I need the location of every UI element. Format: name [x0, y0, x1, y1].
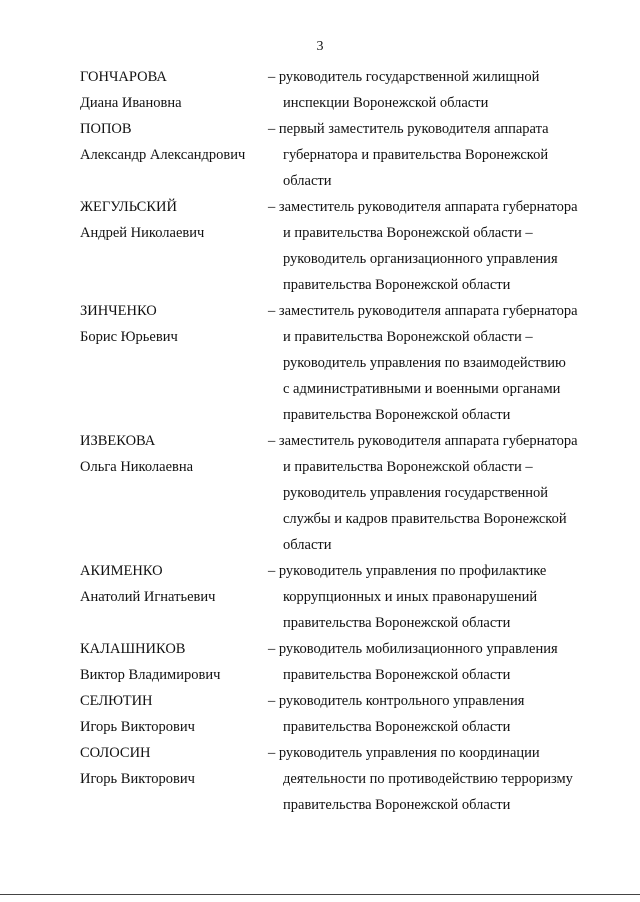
list-entry: [80, 298, 620, 428]
list-entry: [80, 558, 620, 636]
position-description: [268, 194, 620, 298]
position-line: – заместитель руководителя аппарата губернатора: [268, 433, 578, 449]
position-line: руководитель управления государственной: [283, 485, 549, 501]
position-line: коррупционных и иных правонарушений: [283, 589, 538, 605]
position-description: [268, 298, 620, 428]
list-entry: [80, 428, 620, 558]
position-line: и правительства Воронежской области –: [283, 459, 533, 475]
list-entry: [80, 194, 620, 298]
person-name-block: [80, 558, 268, 610]
person-surname: ЖЕГУЛЬСКИЙ: [80, 199, 177, 215]
position-description: [268, 740, 620, 818]
person-given-names: Игорь Викторович: [80, 719, 195, 735]
person-given-names: Андрей Николаевич: [80, 225, 205, 241]
person-surname: ЗИНЧЕНКО: [80, 303, 157, 319]
person-surname: ПОПОВ: [80, 121, 132, 137]
position-line: – руководитель мобилизационного управления: [268, 641, 558, 657]
person-given-names: Ольга Николаевна: [80, 459, 194, 475]
position-line: правительства Воронежской области: [283, 797, 511, 813]
position-line: и правительства Воронежской области –: [283, 329, 533, 345]
list-entry: [80, 64, 620, 116]
position-line: – руководитель государственной жилищной: [268, 69, 540, 85]
person-given-names: Борис Юрьевич: [80, 329, 178, 345]
position-description: [268, 688, 620, 740]
position-line: правительства Воронежской области: [283, 277, 511, 293]
list-entry: [80, 740, 620, 818]
person-surname: АКИМЕНКО: [80, 563, 163, 579]
person-surname: КАЛАШНИКОВ: [80, 641, 186, 657]
position-line: – руководитель контрольного управления: [268, 693, 525, 709]
position-line: – заместитель руководителя аппарата губернатора: [268, 303, 578, 319]
position-line: правительства Воронежской области: [283, 615, 511, 631]
person-surname: ГОНЧАРОВА: [80, 69, 167, 85]
person-name-block: [80, 116, 268, 168]
person-given-names: Анатолий Игнатьевич: [80, 589, 216, 605]
position-description: [268, 428, 620, 558]
person-surname: ИЗВЕКОВА: [80, 433, 156, 449]
position-line: с административными и военными органами: [283, 381, 561, 397]
person-given-names: Александр Александрович: [80, 147, 246, 163]
position-line: службы и кадров правительства Воронежской: [283, 511, 567, 527]
person-given-names: Диана Ивановна: [80, 95, 182, 111]
position-line: правительства Воронежской области: [283, 407, 511, 423]
position-line: правительства Воронежской области: [283, 667, 511, 683]
position-line: области: [283, 537, 332, 553]
position-line: – руководитель управления по профилактике: [268, 563, 547, 579]
member-list: [80, 64, 620, 818]
person-name-block: [80, 636, 268, 688]
position-description: [268, 116, 620, 194]
page-bottom-rule: [0, 894, 640, 895]
position-line: – заместитель руководителя аппарата губернатора: [268, 199, 578, 215]
person-name-block: [80, 298, 268, 350]
page-number: 3: [316, 39, 324, 54]
position-line: деятельности по противодействию терроризму: [283, 771, 573, 787]
position-line: – руководитель управления по координации: [268, 745, 540, 761]
position-line: губернатора и правительства Воронежской: [283, 147, 549, 163]
person-name-block: [80, 740, 268, 792]
list-entry: [80, 116, 620, 194]
person-given-names: Виктор Владимирович: [80, 667, 221, 683]
person-name-block: [80, 64, 268, 116]
position-description: [268, 558, 620, 636]
position-description: [268, 636, 620, 688]
position-line: области: [283, 173, 332, 189]
person-given-names: Игорь Викторович: [80, 771, 195, 787]
position-line: правительства Воронежской области: [283, 719, 511, 735]
position-line: – первый заместитель руководителя аппарата: [268, 121, 549, 137]
person-name-block: [80, 688, 268, 740]
person-surname: СЕЛЮТИН: [80, 693, 153, 709]
position-line: руководитель управления по взаимодействию: [283, 355, 566, 371]
position-line: и правительства Воронежской области –: [283, 225, 533, 241]
position-description: [268, 64, 620, 116]
position-line: руководитель организационного управления: [283, 251, 558, 267]
position-line: инспекции Воронежской области: [283, 95, 489, 111]
list-entry: [80, 636, 620, 688]
person-name-block: [80, 428, 268, 480]
list-entry: [80, 688, 620, 740]
person-name-block: [80, 194, 268, 246]
person-surname: СОЛОСИН: [80, 745, 151, 761]
